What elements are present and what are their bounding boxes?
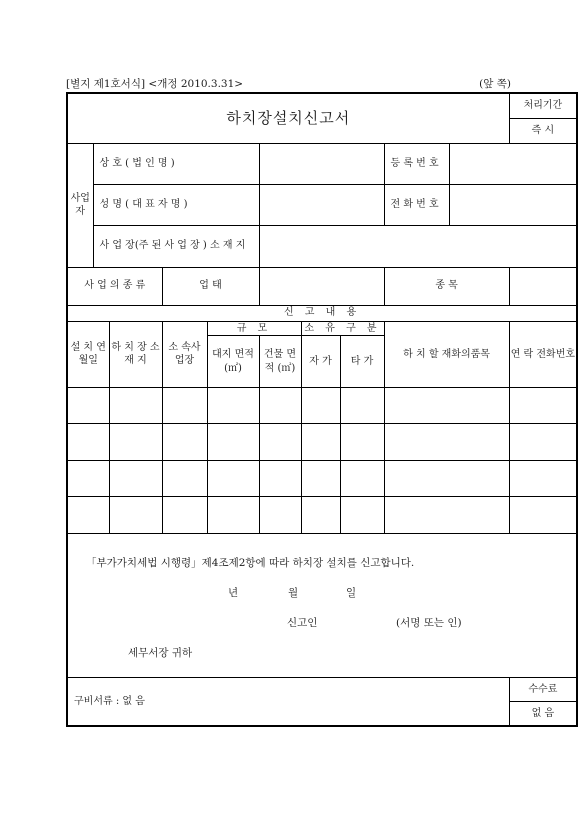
cell-land-area[interactable] [207, 497, 259, 534]
cell-contact[interactable] [509, 424, 577, 461]
cell-contact[interactable] [509, 497, 577, 534]
cell-site-location[interactable] [109, 497, 162, 534]
cell-other[interactable] [340, 461, 384, 497]
cell-install-date[interactable] [67, 388, 109, 424]
representative-label: 성 명 ( 대 표 자 명 ) [93, 184, 259, 225]
report-content-header: 신 고 내 용 [67, 305, 577, 321]
cell-own[interactable] [301, 461, 340, 497]
representative-field[interactable] [259, 184, 384, 225]
declaration-area [67, 534, 577, 678]
cell-affiliated-office[interactable] [162, 424, 207, 461]
cell-land-area[interactable] [207, 424, 259, 461]
cell-land-area[interactable] [207, 388, 259, 424]
cell-goods[interactable] [384, 461, 509, 497]
cell-site-location[interactable] [109, 461, 162, 497]
col-install-date: 설 치 연월일 [67, 321, 109, 388]
cell-contact[interactable] [509, 461, 577, 497]
category-label: 업 태 [162, 267, 259, 305]
business-location-label: 사 업 장(주 된 사 업 장 ) 소 재 지 [93, 225, 259, 267]
cell-goods[interactable] [384, 497, 509, 534]
col-land-area: 대지 면적 (㎡) [207, 336, 259, 388]
date-day-label: 일 [346, 587, 357, 599]
cell-contact[interactable] [509, 388, 577, 424]
cell-affiliated-office[interactable] [162, 388, 207, 424]
cell-goods[interactable] [384, 388, 509, 424]
col-own: 자 가 [301, 336, 340, 388]
phone-label: 전 화 번 호 [384, 184, 449, 225]
business-location-field[interactable] [259, 225, 577, 267]
form-number: [별지 제1호서식] <개정 2010.3.31> [66, 78, 244, 90]
cell-other[interactable] [340, 497, 384, 534]
col-building-area: 건물 면적 (㎡) [259, 336, 301, 388]
cell-land-area[interactable] [207, 461, 259, 497]
col-other: 타 가 [340, 336, 384, 388]
applicant-label: 신고인 [287, 617, 318, 629]
business-section-label: 사업자 [67, 143, 93, 267]
form-title: 하치장설치신고서 [67, 93, 509, 143]
col-ownership: 소 유 구 분 [301, 321, 384, 336]
page-side-label: (앞 쪽) [479, 78, 511, 90]
phone-field[interactable] [449, 184, 577, 225]
col-contact: 연 락 전화번호 [509, 321, 577, 388]
cell-building-area[interactable] [259, 424, 301, 461]
cell-other[interactable] [340, 424, 384, 461]
cell-own[interactable] [301, 388, 340, 424]
cell-own[interactable] [301, 424, 340, 461]
processing-period-label: 처리기간 [509, 93, 577, 118]
cell-install-date[interactable] [67, 497, 109, 534]
cell-building-area[interactable] [259, 461, 301, 497]
cell-site-location[interactable] [109, 388, 162, 424]
company-name-field[interactable] [259, 143, 384, 184]
category-field[interactable] [259, 267, 384, 305]
cell-building-area[interactable] [259, 497, 301, 534]
date-year-label: 년 [228, 587, 239, 599]
item-label: 종 목 [384, 267, 509, 305]
report-form [66, 92, 578, 727]
cell-other[interactable] [340, 388, 384, 424]
fee-value: 없 음 [509, 702, 577, 726]
registration-number-label: 등 록 번 호 [384, 143, 449, 184]
item-field[interactable] [509, 267, 577, 305]
date-month-label: 월 [288, 587, 299, 599]
cell-affiliated-office[interactable] [162, 497, 207, 534]
registration-number-field[interactable] [449, 143, 577, 184]
cell-building-area[interactable] [259, 388, 301, 424]
processing-period-value: 즉 시 [509, 118, 577, 143]
cell-site-location[interactable] [109, 424, 162, 461]
required-documents: 구비서류 : 없 음 [67, 678, 509, 726]
cell-own[interactable] [301, 497, 340, 534]
cell-install-date[interactable] [67, 424, 109, 461]
cell-goods[interactable] [384, 424, 509, 461]
fee-label: 수수료 [509, 678, 577, 702]
business-type-label: 사 업 의 종 류 [67, 267, 162, 305]
company-name-label: 상 호 ( 법 인 명 ) [93, 143, 259, 184]
addressee: 세무서장 귀하 [128, 647, 193, 659]
col-affiliated-office: 소 속사 업장 [162, 321, 207, 388]
col-site-location: 하 치 장 소 재 지 [109, 321, 162, 388]
cell-install-date[interactable] [67, 461, 109, 497]
declaration-text: 「부가가치세법 시행령」제4조제2항에 따라 하치장 설치를 신고합니다. [86, 557, 415, 569]
signature-label: (서명 또는 인) [396, 617, 462, 629]
cell-affiliated-office[interactable] [162, 461, 207, 497]
col-goods: 하 치 할 재화의품목 [384, 321, 509, 388]
col-scale: 규 모 [207, 321, 301, 336]
